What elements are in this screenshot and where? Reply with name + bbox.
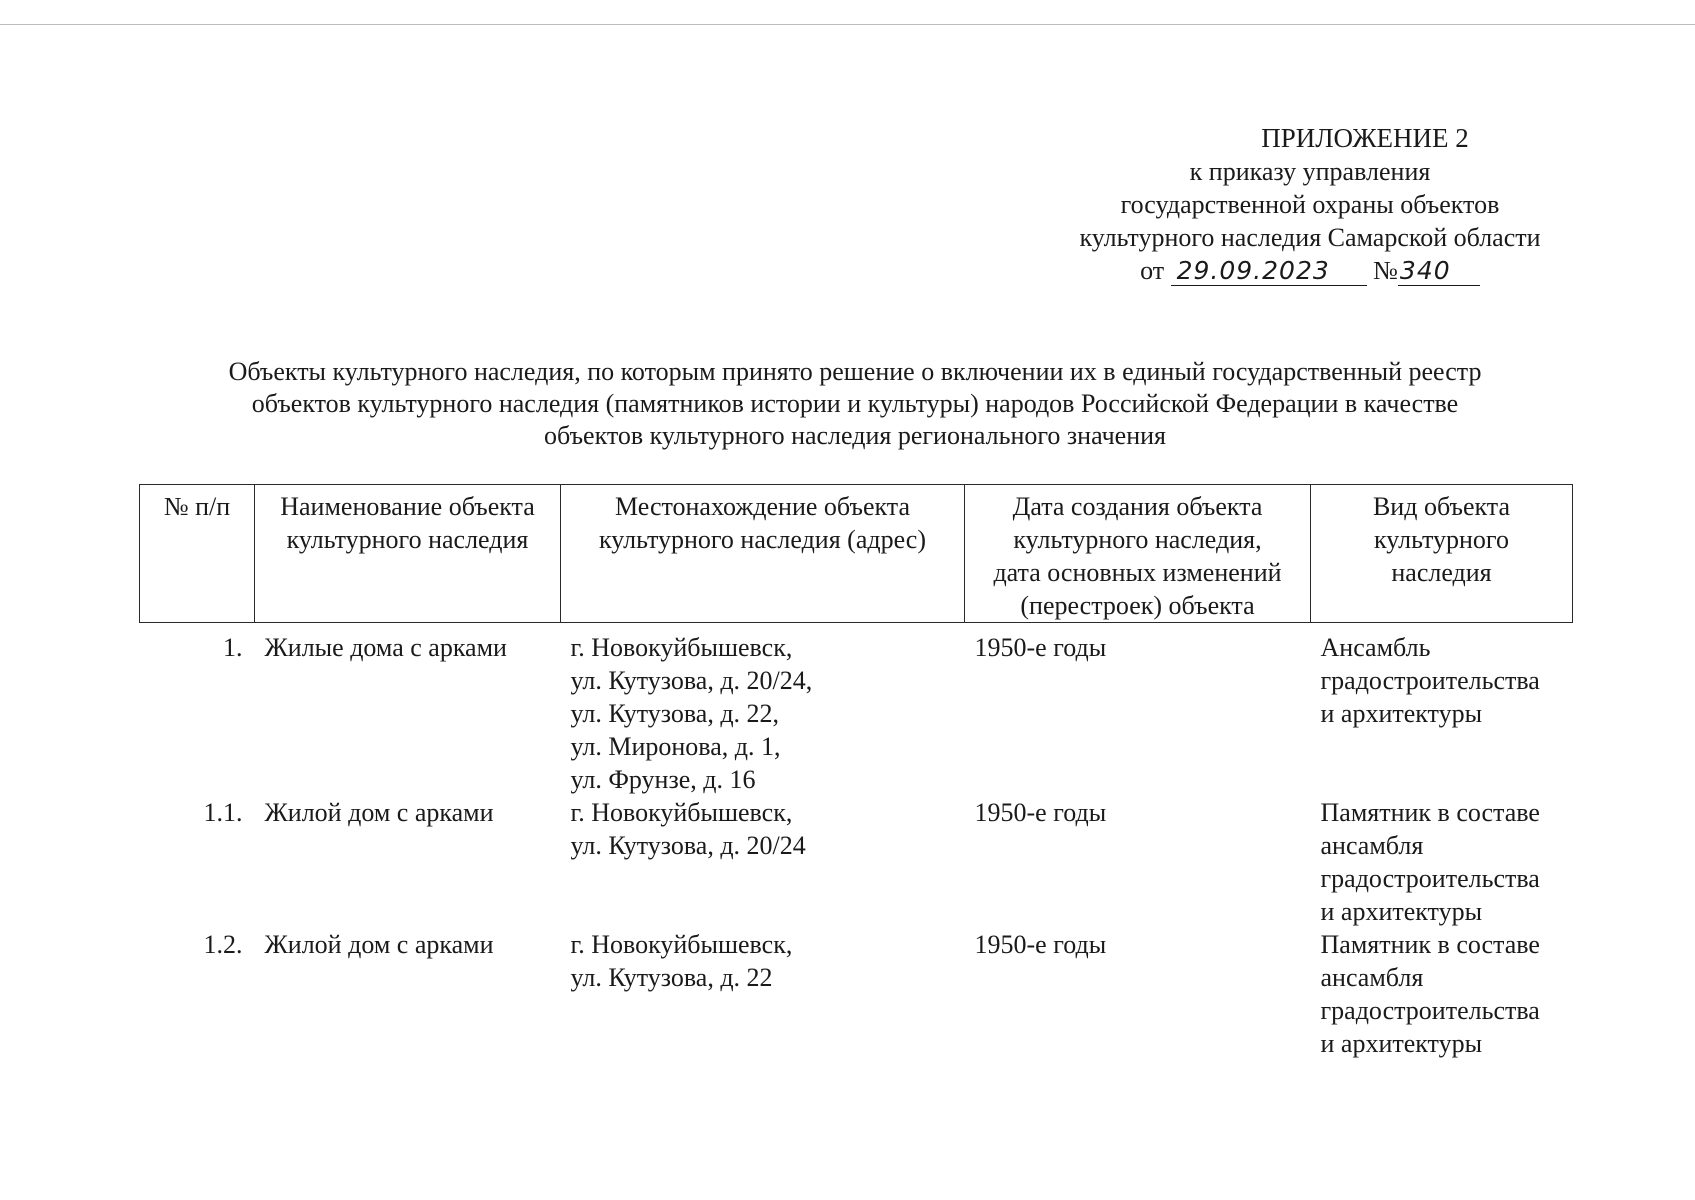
row-name: Жилые дома с арками [264, 633, 507, 662]
heading-line-2: объектов культурного наследия (памятников истории и культуры) народов Российской Федерации в качестве [251, 389, 1459, 418]
header-address: Местонахождение объекта культурного наследия (адрес) [561, 485, 965, 623]
row-num: 1.1. [203, 798, 243, 827]
header-date: Дата создания объекта культурного наследия, дата основных изменений (перестроек) объекта [965, 485, 1311, 623]
row-name: Жилой дом с арками [264, 930, 494, 959]
date-prefix: от [1140, 256, 1165, 285]
appendix-line-3: культурного наследия Самарской области [1079, 223, 1541, 252]
row-kind: Ансамбль градостроительства и архитектуры [1320, 633, 1540, 728]
row-address: г. Новокуйбышевск, ул. Кутузова, д. 22 [570, 930, 793, 992]
header-kind: Вид объекта культурного наследия [1311, 485, 1573, 623]
table-row [140, 928, 1573, 1060]
row-num: 1. [223, 633, 243, 662]
row-kind: Памятник в составе ансамбля градостроительства и архитектуры [1320, 930, 1540, 1058]
row-address: г. Новокуйбышевск, ул. Кутузова, д. 20/24, ул. Кутузова, д. 22, ул. Миронова, д. 1, ул. Фрунзе, д. 16 [570, 633, 813, 794]
row-date: 1950-е годы [974, 930, 1107, 959]
heading-line-1: Объекты культурного наследия, по которым принято решение о включении их в единый государственный реестр [228, 357, 1482, 386]
row-num: 1.2. [203, 930, 243, 959]
heading-line-3: объектов культурного наследия регионального значения [544, 421, 1166, 450]
appendix-line-1: к приказу управления [1189, 157, 1431, 186]
number-prefix: № [1373, 256, 1398, 285]
handwritten-number: 340 [1398, 257, 1480, 286]
row-name: Жилой дом с арками [264, 798, 494, 827]
row-kind: Памятник в составе ансамбля градостроительства и архитектуры [1320, 798, 1540, 926]
heritage-objects-table [139, 484, 1573, 1060]
header-num: № п/п [140, 485, 255, 623]
table-header-row [140, 485, 1573, 623]
header-name: Наименование объекта культурного наследия [255, 485, 561, 623]
document-heading [160, 356, 1550, 452]
top-rule [0, 24, 1695, 25]
row-address: г. Новокуйбышевск, ул. Кутузова, д. 20/24 [570, 798, 806, 860]
table-row [140, 796, 1573, 928]
row-date: 1950-е годы [974, 798, 1107, 827]
appendix-title: ПРИЛОЖЕНИЕ 2 [1261, 123, 1469, 153]
row-date: 1950-е годы [974, 633, 1107, 662]
handwritten-date: 29.09.2023 [1171, 257, 1367, 286]
appendix-block [1010, 122, 1610, 287]
appendix-line-2: государственной охраны объектов [1120, 190, 1500, 219]
table-row [140, 623, 1573, 797]
order-date-number-line [1010, 254, 1610, 287]
